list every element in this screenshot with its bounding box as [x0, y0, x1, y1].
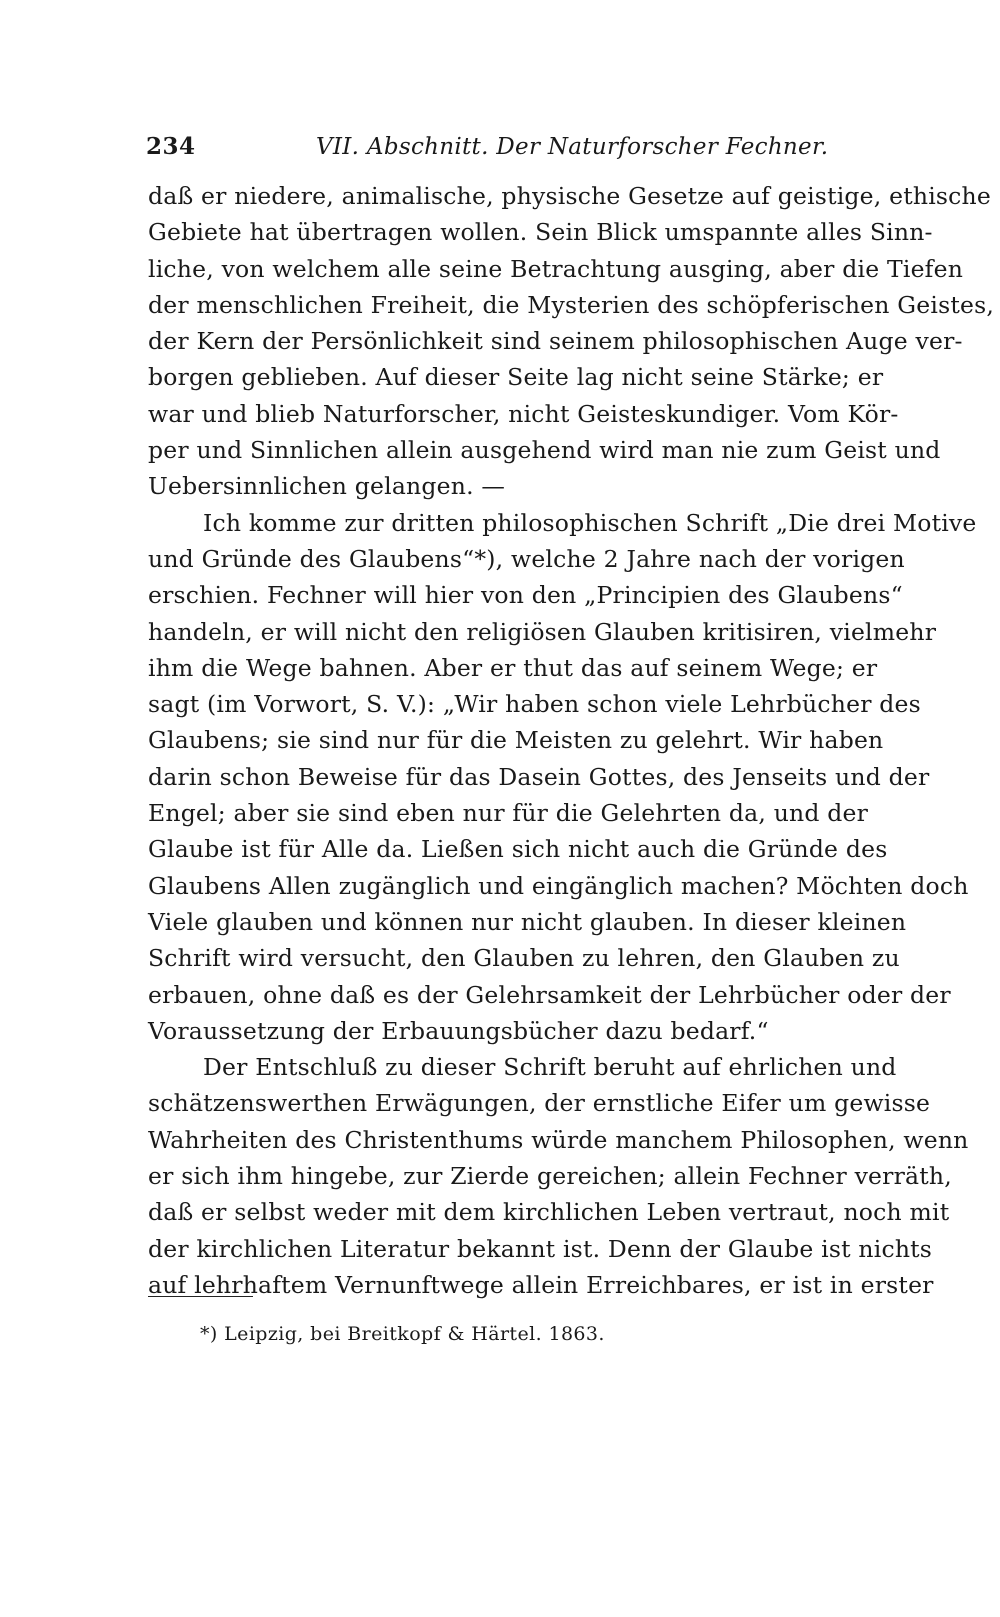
text-line: schätzenswerthen Erwägungen, der ernstliche Eifer um gewisse [148, 1089, 931, 1118]
text-line: Ich komme zur dritten philosophischen Schrift „Die drei Motive [203, 508, 977, 537]
text-line: sagt (im Vorwort, S. V.): „Wir haben schon viele Lehrbücher des [148, 690, 921, 719]
text-line: Glaubens Allen zugänglich und eingänglich machen? Möchten doch [148, 871, 969, 900]
text-line: erbauen, ohne daß es der Gelehrsamkeit der Lehrbücher oder der [148, 980, 951, 1009]
text-line: Engel; aber sie sind eben nur für die Gelehrten da, und der [148, 799, 869, 828]
text-line: darin schon Beweise für das Dasein Gottes, des Jenseits und der [148, 762, 930, 791]
text-line: der Kern der Persönlichkeit sind seinem philosophischen Auge ver- [148, 327, 963, 356]
text-line: der menschlichen Freiheit, die Mysterien des schöpferischen Geistes, [148, 290, 995, 319]
page-header [146, 130, 886, 164]
text-line: handeln, er will nicht den religiösen Glauben kritisiren, vielmehr [148, 617, 937, 646]
text-line: Wahrheiten des Christenthums würde manchem Philosophen, wenn [148, 1125, 969, 1154]
text-line: ihm die Wege bahnen. Aber er thut das auf seinem Wege; er [148, 653, 878, 682]
footnote: *) Leipzig, bei Breitkopf & Härtel. 1863. [200, 1323, 605, 1345]
text-line: der kirchlichen Literatur bekannt ist. Denn der Glaube ist nichts [148, 1234, 933, 1263]
text-line: und Gründe des Glaubens“*), welche 2 Jahre nach der vorigen [148, 544, 905, 573]
text-line: liche, von welchem alle seine Betrachtung ausging, aber die Tiefen [148, 254, 964, 283]
text-line: Uebersinnlichen gelangen. — [148, 472, 506, 501]
text-line: Gebiete hat übertragen wollen. Sein Blick umspannte alles Sinn- [148, 218, 933, 247]
text-line: daß er selbst weder mit dem kirchlichen Leben vertraut, noch mit [148, 1198, 950, 1227]
text-line: erschien. Fechner will hier von den „Principien des Glaubens“ [148, 581, 903, 610]
running-head: VII. Abschnitt. Der Naturforscher Fechner. [316, 134, 829, 160]
text-line: per und Sinnlichen allein ausgehend wird man nie zum Geist und [148, 436, 941, 465]
text-line: Viele glauben und können nur nicht glauben. In dieser kleinen [148, 907, 907, 936]
text-line: auf lehrhaftem Vernunftwege allein Erreichbares, er ist in erster [148, 1270, 934, 1299]
text-line: er sich ihm hingebe, zur Zierde gereichen; allein Fechner verräth, [148, 1162, 952, 1191]
text-line: Voraussetzung der Erbauungsbücher dazu bedarf.“ [148, 1016, 769, 1045]
text-line: Glaubens; sie sind nur für die Meisten zu gelehrt. Wir haben [148, 726, 884, 755]
text-line: war und blieb Naturforscher, nicht Geisteskundiger. Vom Kör- [148, 399, 899, 428]
body-text [148, 178, 995, 1303]
text-line: borgen geblieben. Auf dieser Seite lag nicht seine Stärke; er [148, 363, 884, 392]
text-line: daß er niedere, animalische, physische Gesetze auf geistige, ethische [148, 182, 991, 210]
footnote-rule [148, 1296, 253, 1297]
text-line: Glaube ist für Alle da. Ließen sich nicht auch die Gründe des [148, 835, 888, 864]
text-line: Der Entschluß zu dieser Schrift beruht auf ehrlichen und [203, 1053, 897, 1082]
text-line: Schrift wird versucht, den Glauben zu lehren, den Glauben zu [148, 944, 900, 973]
page-number: 234 [146, 133, 196, 160]
